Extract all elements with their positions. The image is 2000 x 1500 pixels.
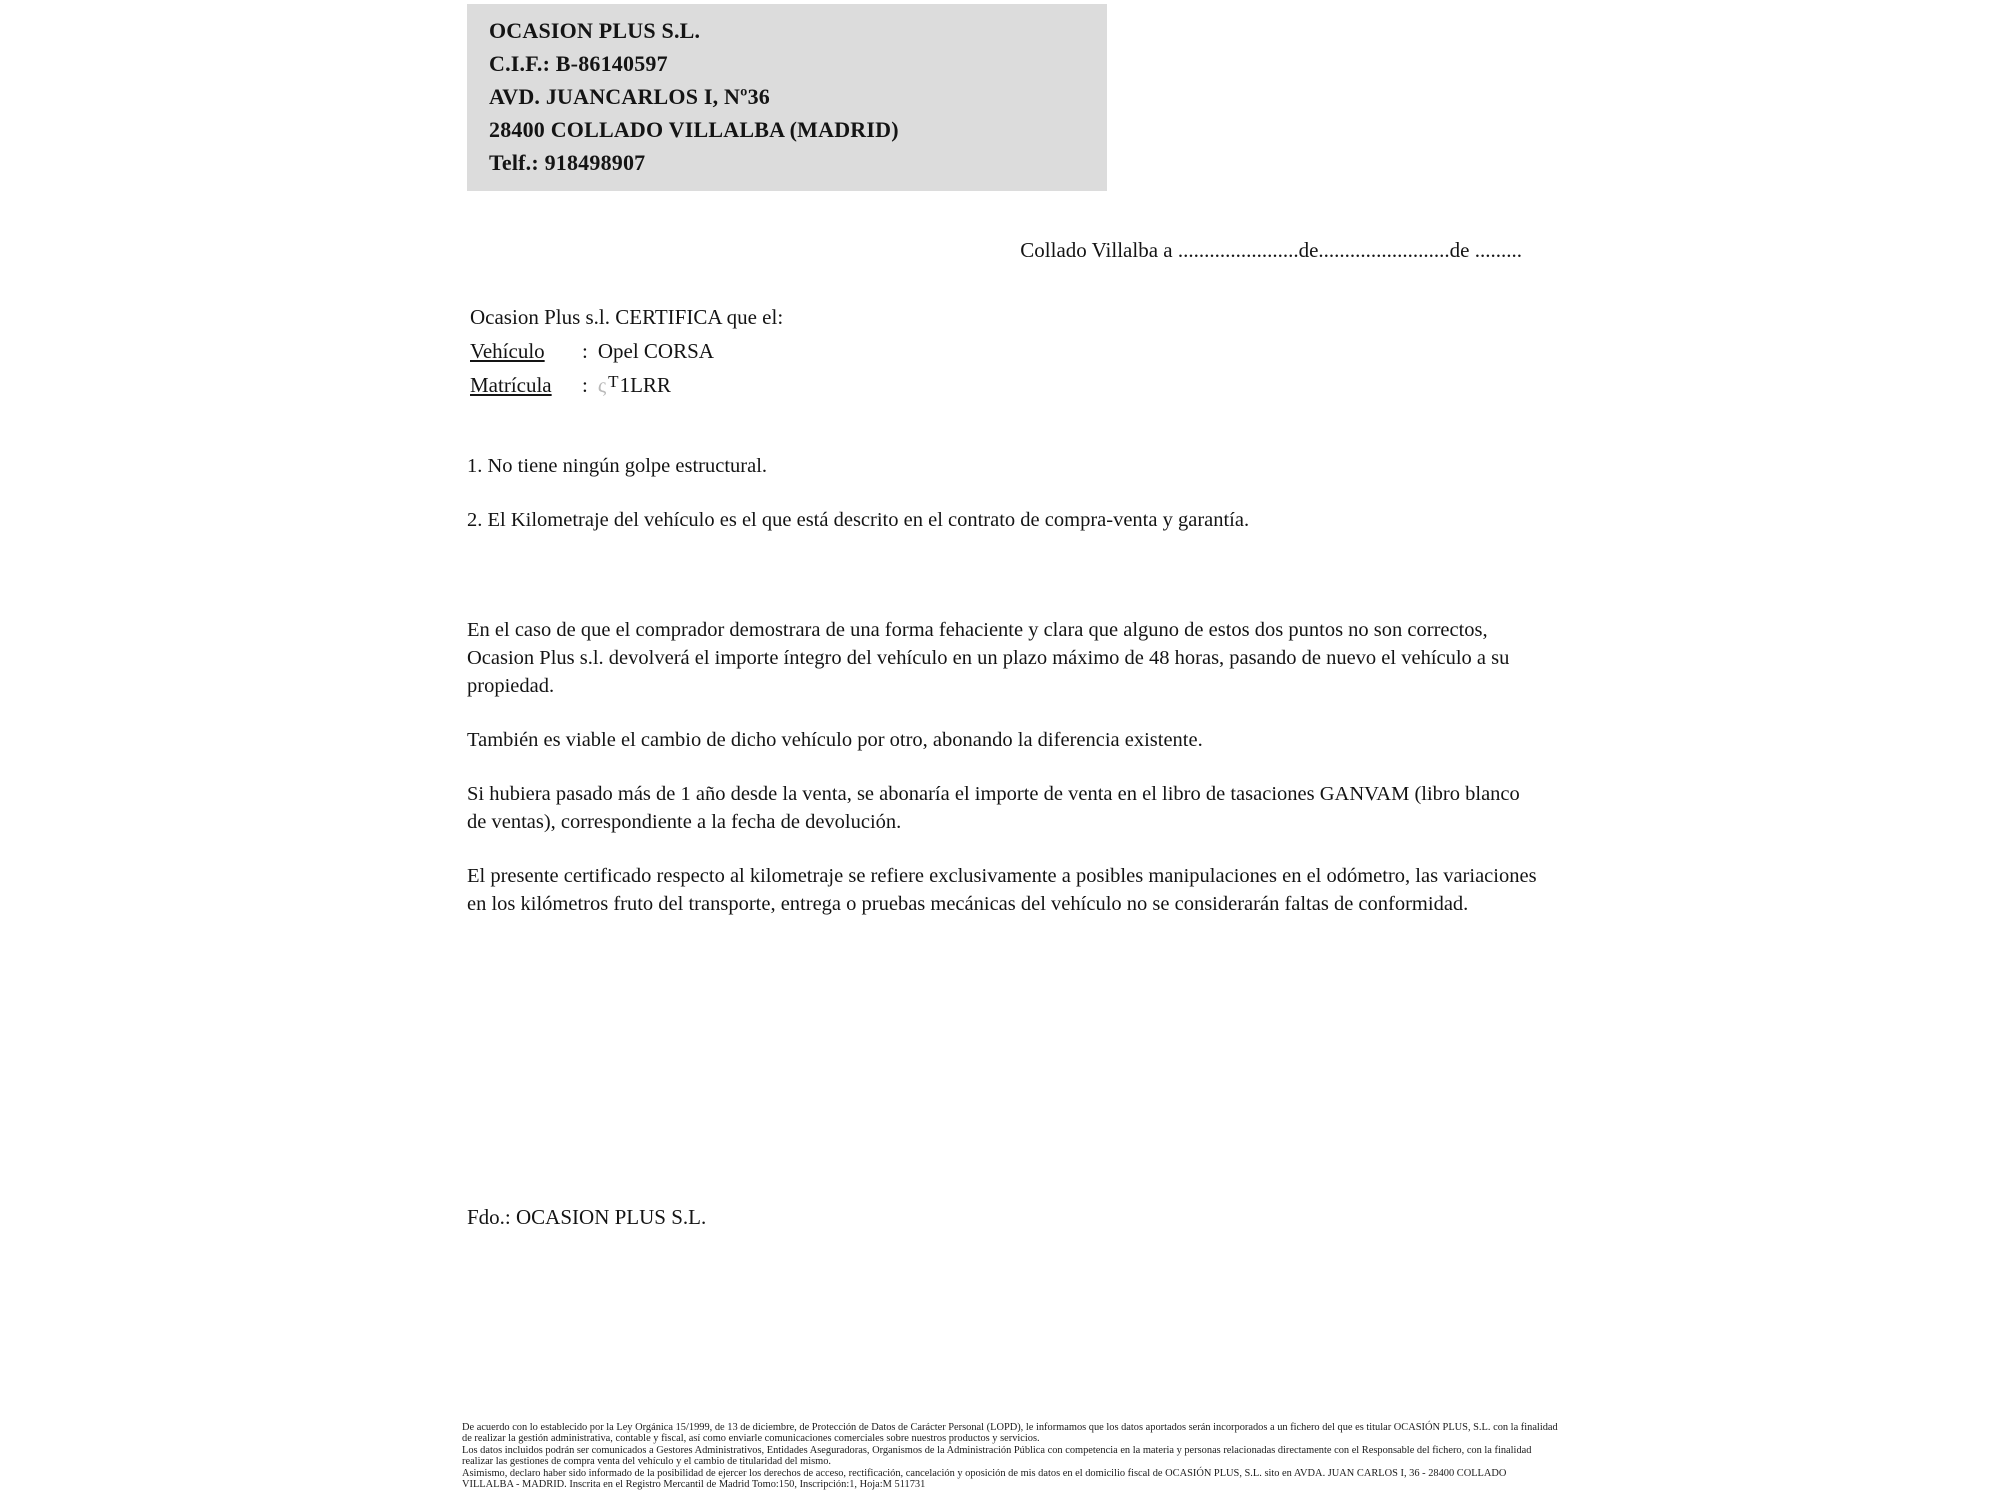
date-line: Collado Villalba a .......................de.........................de ......... [1020,238,1522,262]
legal-footer [462,1422,1560,1490]
vehicle-value: Opel CORSA [597,339,714,363]
certification-block [470,300,783,402]
paragraph-odometer: El presente certificado respecto al kilometraje se refiere exclusivamente a posibles manipulaciones en el odómetro, las variaciones en los kilómetros fruto del transporte, entrega o pruebas mecánicas del vehículo no se considerarán faltas de conformidad. [467,865,1537,915]
company-address: AVD. JUANCARLOS I, Nº36 [489,84,770,109]
vehicle-row [470,334,783,368]
company-cif: C.I.F.: B-86140597 [489,51,668,76]
point-1: 1. No tiene ningún golpe estructural. [467,455,768,477]
body-paragraphs [467,616,1539,944]
certifies-line: Ocasion Plus s.l. CERTIFICA que el: [470,305,784,329]
plate-colon: : [582,373,588,397]
certified-points [467,452,1557,560]
plate-value: 1LRR [619,373,671,397]
company-name: OCASION PLUS S.L. [489,18,701,43]
company-header-box [467,4,1107,191]
company-city: 28400 COLLADO VILLALBA (MADRID) [489,117,899,142]
footer-paragraph-lopd: De acuerdo con lo establecido por la Ley Orgánica 15/1999, de 13 de diciembre, de Protección de Datos de Carácter Personal (LOPD), le informamos que los datos aportados serán incorporados a un fichero del que es titular OCASIÓN PLUS, S.L. con la finalidad de realizar la gestión administrativa, contable y fiscal, así como enviarle comunicaciones comerciales sobre nuestros productos y servicios. [462,1422,1558,1445]
plate-row [470,368,783,402]
vehicle-colon: : [582,339,588,363]
paragraph-exchange: También es viable el cambio de dicho vehículo por otro, abonando la diferencia existente. [467,729,1203,751]
footer-paragraph-rights: Asimismo, declaro haber sido informado de la posibilidad de ejercer los derechos de acceso, rectificación, cancelación y oposición de mis datos en el domicilio fiscal de OCASIÓN PLUS, S.L. sito en AVDA. JUAN CARLOS I, 36 - 28400 COLLADO VILLALBA - MADRID. Inscrita en el Registro Mercantil de Madrid Tomo:150, Inscripción:1, Hoja:M 511731 [462,1467,1507,1491]
company-phone: Telf.: 918498907 [489,150,646,175]
paragraph-refund: En el caso de que el comprador demostrara de una forma fehaciente y clara que alguno de estos dos puntos no son correctos, Ocasion Plus s.l. devolverá el importe íntegro del vehículo en un plazo máximo de 48 horas, pasando de nuevo el vehículo a su propiedad. [467,619,1510,697]
point-2: 2. El Kilometraje del vehículo es el que está descrito en el contrato de compra-venta y garantía. [467,509,1250,531]
signature-line: Fdo.: OCASION PLUS S.L. [467,1205,707,1229]
plate-faint-char: ς [597,373,607,397]
plate-small-char: T [608,372,619,391]
plate-label: Matrícula [470,373,552,397]
footer-paragraph-data-sharing: Los datos incluidos podrán ser comunicados a Gestores Administrativos, Entidades Aseguradoras, Organismos de la Administración Pública con competencia en la materia y personas relacionadas directamente con el Responsable del fichero, con la finalidad realizar las gestiones de compra venta del vehículo y el cambio de titularidad del mismo. [462,1444,1532,1468]
vehicle-label: Vehículo [470,339,545,363]
paragraph-ganvam: Si hubiera pasado más de 1 año desde la venta, se abonaría el importe de venta en el libro de tasaciones GANVAM (libro blanco de ventas), correspondiente a la fecha de devolución. [467,783,1520,833]
